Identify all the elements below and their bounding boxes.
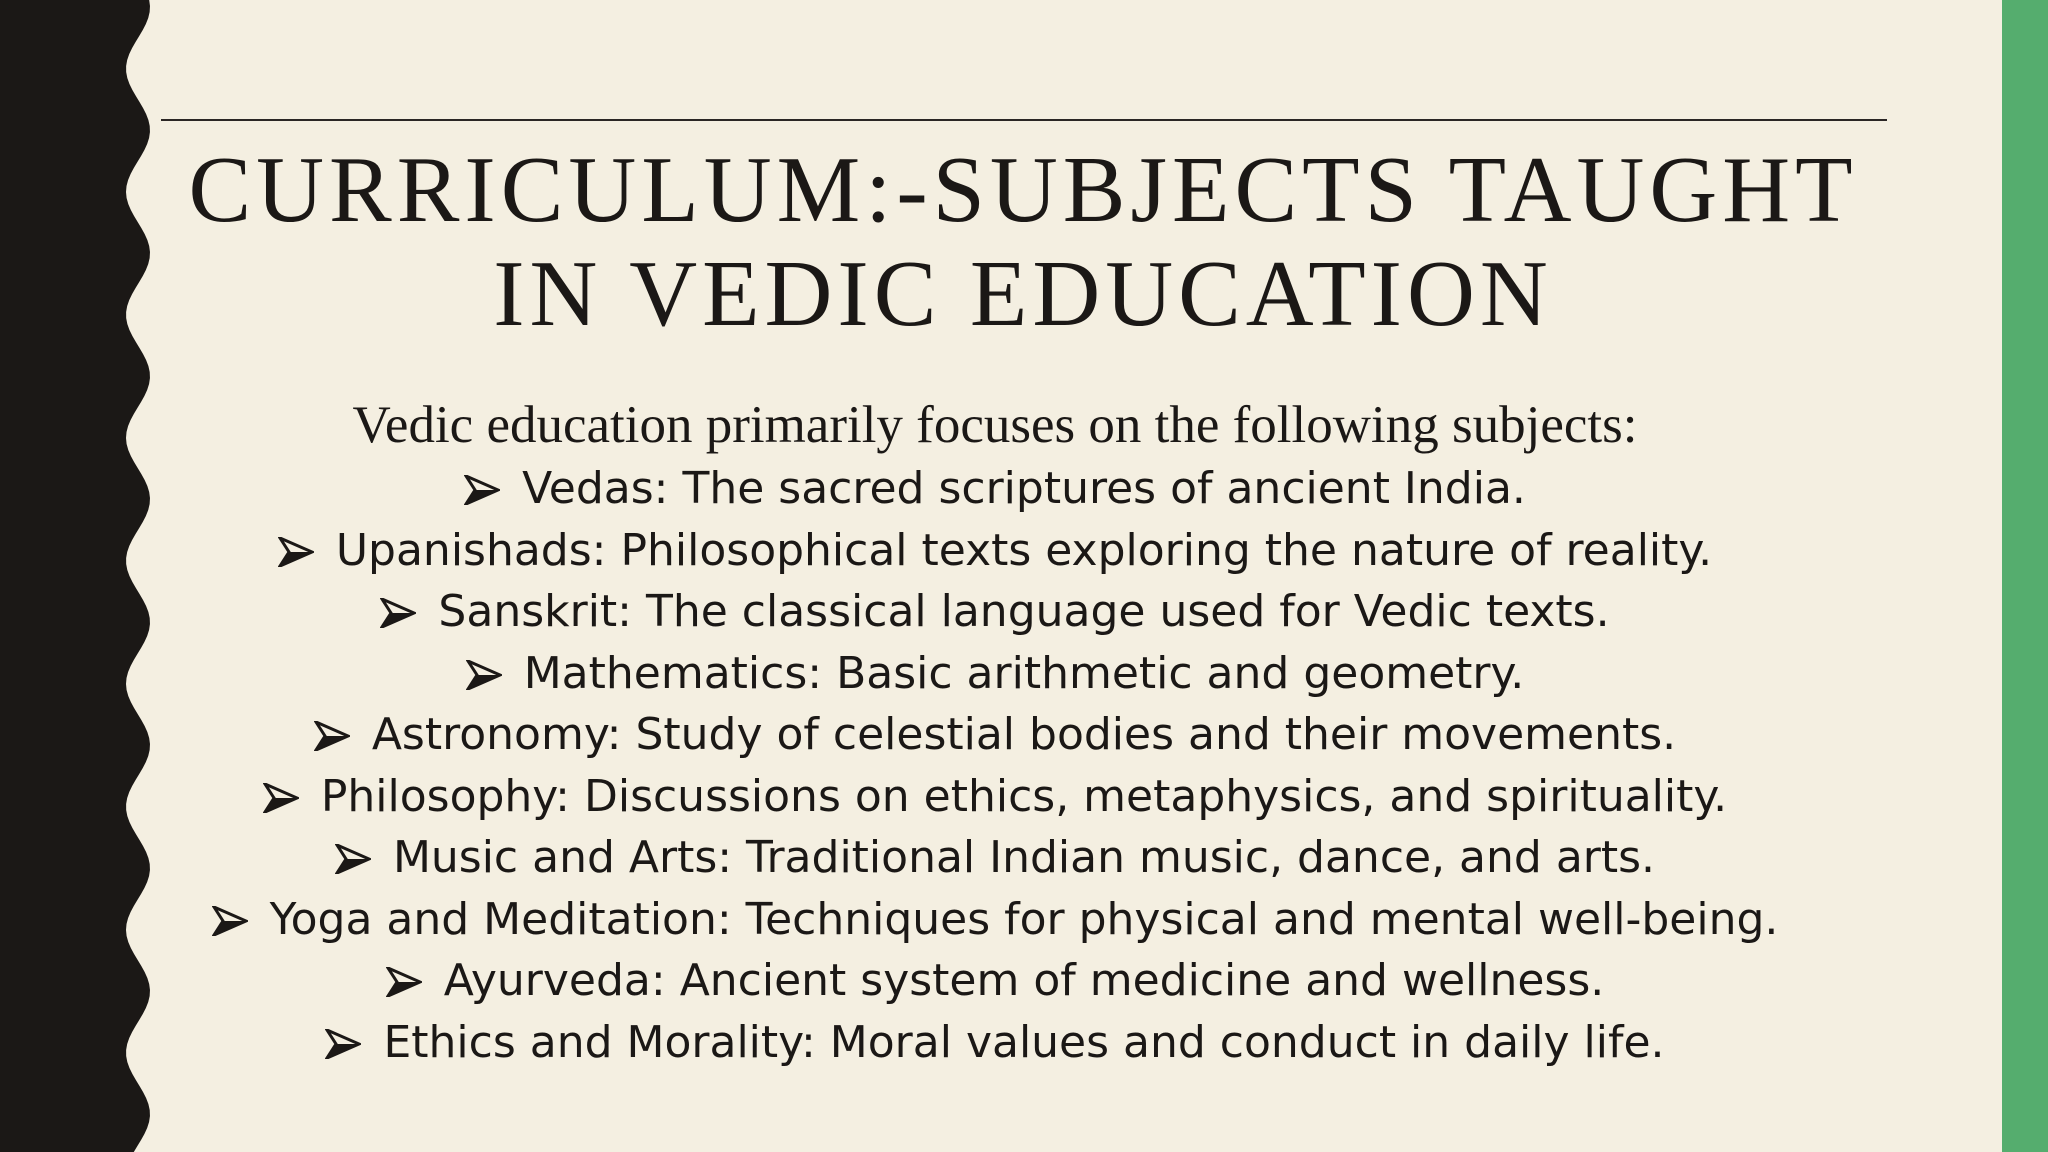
left-wave-decoration (0, 0, 160, 1152)
arrow-bullet-icon (464, 475, 500, 505)
subject-item (160, 950, 1830, 1012)
intro-text: Vedic education primarily focuses on the following subjects: (352, 396, 1638, 454)
arrow-bullet-icon (263, 783, 299, 813)
subject-item (160, 766, 1830, 828)
subject-item (160, 704, 1830, 766)
subject-text: Philosophy: Discussions on ethics, metaphysics, and spirituality. (320, 770, 1728, 822)
right-accent-bar (2002, 0, 2048, 1152)
subject-item (160, 1012, 1830, 1074)
subject-text: Upanishads: Philosophical texts exploring the nature of reality. (335, 524, 1713, 576)
title-divider-line (161, 119, 1887, 121)
subject-text: Ayurveda: Ancient system of medicine and wellness. (443, 955, 1605, 1006)
subject-text: Mathematics: Basic arithmetic and geometry. (523, 647, 1525, 699)
arrow-bullet-icon (380, 598, 416, 628)
arrow-bullet-icon (335, 844, 371, 874)
slide-title (160, 138, 1886, 346)
slide-title-line-1: CURRICULUM:-SUBJECTS TAUGHT (188, 138, 1858, 242)
subject-text: Yoga and Meditation: Techniques for physical and mental well-being. (269, 893, 1779, 945)
subject-item (160, 827, 1830, 889)
subject-text: Vedas: The sacred scriptures of ancient India. (522, 463, 1526, 514)
arrow-bullet-icon (386, 967, 422, 997)
subject-text: Music and Arts: Traditional Indian music, dance, and arts. (392, 832, 1656, 883)
subject-item (160, 581, 1830, 643)
subject-item (160, 458, 1830, 520)
slide-title-line-2: IN VEDIC EDUCATION (493, 242, 1553, 346)
arrow-bullet-icon (278, 537, 314, 567)
subject-text: Sanskrit: The classical language used for Vedic texts. (438, 586, 1610, 637)
subject-list (160, 458, 1830, 1073)
arrow-bullet-icon (212, 906, 248, 936)
subject-item (160, 643, 1830, 705)
subject-item (160, 889, 1830, 951)
arrow-bullet-icon (314, 721, 350, 751)
arrow-bullet-icon (466, 660, 502, 690)
subject-item (160, 520, 1830, 582)
arrow-bullet-icon (325, 1029, 361, 1059)
subject-text: Ethics and Morality: Moral values and conduct in daily life. (383, 1016, 1665, 1068)
subject-text: Astronomy: Study of celestial bodies and their movements. (371, 709, 1677, 760)
